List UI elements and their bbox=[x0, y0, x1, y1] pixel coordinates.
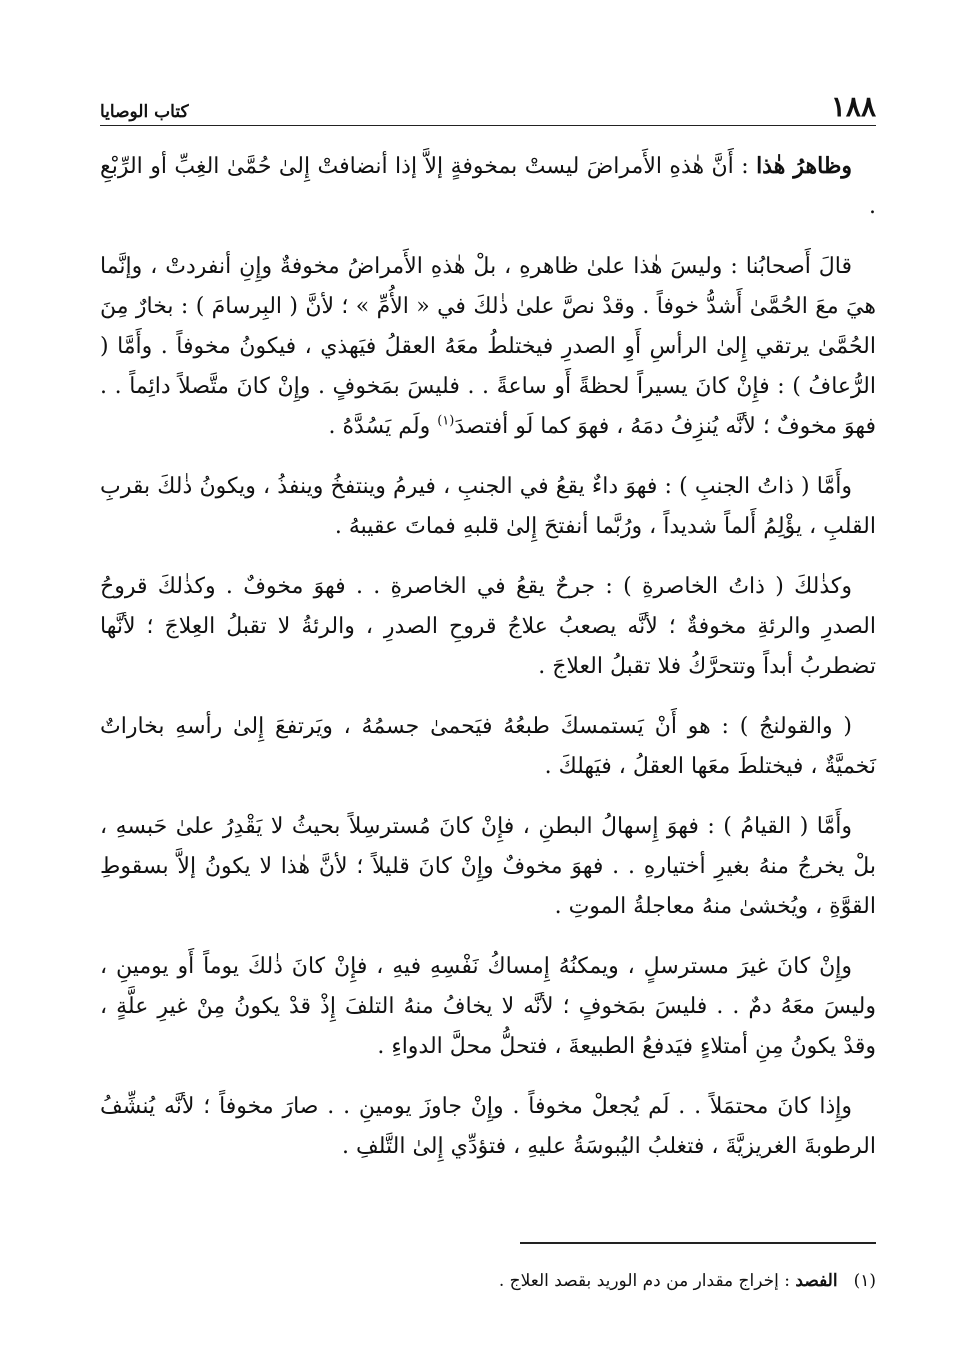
paragraph bbox=[100, 146, 876, 227]
page-header bbox=[100, 82, 876, 126]
paragraph-tail: ولَم يَسُدَّهُ . bbox=[328, 414, 438, 439]
body-text bbox=[100, 146, 876, 1167]
paragraph-text: وأَمَّا ( القيامُ ) : فهوَ إِسهالُ البطنِ ، فإِنْ كانَ مُسترسِلاً بحيثُ لا يَقْدِرُ علىٰ حَبسهِ ، بلْ يخرجُ منهُ بغيرِ أختيارهِ . . فهوَ مخوفٌ وإِنْ كانَ قليلاً ؛ لأنَّ هٰذا لا يكونُ إلاَّ بسقوطِ القوَّةِ ، ويُخشىٰ منهُ معاجلةُ الموتِ . bbox=[100, 814, 876, 919]
paragraph-text: وإِنْ كانَ غيرَ مسترسلٍ ، ويمكنُهُ إِمساكُ نَفْسِهِ فيهِ ، فإِنْ كانَ ذٰلكَ يوماً أَو يومينِ ، وليسَ معَهُ دمٌ . . فليسَ بمَخوفٍ ؛ لأنَّه لا يخافُ منهُ التلفَ إِذْ قدْ يكونُ مِنْ غيرِ علَّةٍ ، وقدْ يكونُ مِنِ أمتلاءٍ فيَدفعُ الطبيعةَ ، فتحلُّ محلَّ الدواءِ . bbox=[100, 954, 876, 1059]
paragraph bbox=[100, 707, 876, 787]
running-title: كتاب الوصايا bbox=[100, 102, 189, 122]
footnote-reference[interactable]: (١) bbox=[437, 413, 455, 429]
book-page bbox=[100, 82, 876, 1322]
footnote-text: : إخراج مقدار من دم الوريد بقصد العلاج . bbox=[498, 1271, 796, 1291]
paragraph-text: وأَمَّا ( ذاتُ الجنبِ ) : فهوَ داءٌ يقعُ في الجنبِ ، فيرمُ وينتفخُ وينفذُ ، ويكونُ ذٰلكَ بقربِ القلبِ ، يؤْلِمُ أَلماً شديداً ، ورُبَّما أنفتحَ إِلىٰ قلبهِ فماتَ عقيبهُ . bbox=[100, 474, 876, 539]
footnote-number: (١) bbox=[853, 1271, 876, 1291]
footnote-term: الفصد bbox=[795, 1271, 838, 1291]
paragraph bbox=[100, 247, 876, 447]
paragraph bbox=[100, 947, 876, 1067]
paragraph-lead: وظاهرُ هٰذا bbox=[756, 153, 852, 179]
paragraph-text: : أَنَّ هٰذهِ الأَمراضَ ليستْ بمخوفةٍ إلاَّ إذا أنضافتْ إِلىٰ حُمَّىٰ الغِبِّ أو الرِّبْعِ . bbox=[100, 154, 876, 219]
paragraph bbox=[100, 567, 876, 687]
page-number: ١٨٨ bbox=[830, 90, 876, 123]
paragraph-text: قالَ أَصحابُنا : وليسَ هٰذا علىٰ ظاهرهِ ، بلْ هٰذهِ الأَمراضُ مخوفةٌ وإِنِ أنفردتْ ، وإنَّما هيَ معَ الحُمَّىٰ أَشدُّ خوفاً . وقدْ نصَّ علىٰ ذٰلكَ في « الأُمِّ » ؛ لأنَّ ( البِرسامَ ) : بخارٌ مِنَ الحُمَّىٰ يرتقي إِلىٰ الرأسِ أَوِ الصدرِ فيختلطُ معَهُ العقلُ فيَهذي ، فيكونُ مخوفاً . وأَمَّا ( الرُّعافُ ) : فإِنْ كانَ يسيراً لحظةً أَو ساعةً . . فليسَ بمَخوفٍ . وإِنْ كانَ متَّصلاً دائِماً . . فهوَ مخوفٌ ؛ لأنَّه يُنزِفُ دمَهُ ، فهوَ كما لَو أفتصدَ bbox=[100, 254, 876, 439]
paragraph-text: وكذٰلكَ ( ذاتُ الخاصرةِ ) : جرحٌ يقعُ في الخاصرةِ . . فهوَ مخوفٌ . وكذٰلكَ قروحُ الصدرِ والرئةِ مخوفةٌ ؛ لأنَّه يصعبُ علاجُ قروحِ الصدرِ ، والرئةُ لا تقبلُ العِلاجَ ؛ لأنَّها تضطربُ أبداً وتتحرَّكُ فلا تقبلُ العلاجَ . bbox=[100, 574, 876, 679]
paragraph-text: ( والقولنجُ ) : هو أَنْ يَستمسكَ طبعُهُ فيَحمىٰ جسمُهُ ، ويَرتفعَ إِلىٰ رأسهِ بخاراتٌ نَخميَّةٌ ، فيختلطَ معَها العقلُ ، فيَهلكَ . bbox=[100, 714, 876, 779]
paragraph bbox=[100, 467, 876, 547]
paragraph bbox=[100, 1087, 876, 1167]
footnote bbox=[499, 1268, 876, 1294]
paragraph-text: وإِذا كانَ محتمَلاً . . لَم يُجعلْ مخوفاً . وإِنْ جاوزَ يومينِ . . صارَ مخوفاً ؛ لأنَّه يُنشِّفُ الرطوبةَ الغريزيَّةَ ، فتغلبُ اليُبوسَةُ عليهِ ، فتؤدِّي إِلىٰ التَّلفِ . bbox=[100, 1094, 876, 1159]
footnote-divider bbox=[520, 1242, 876, 1244]
paragraph bbox=[100, 807, 876, 927]
